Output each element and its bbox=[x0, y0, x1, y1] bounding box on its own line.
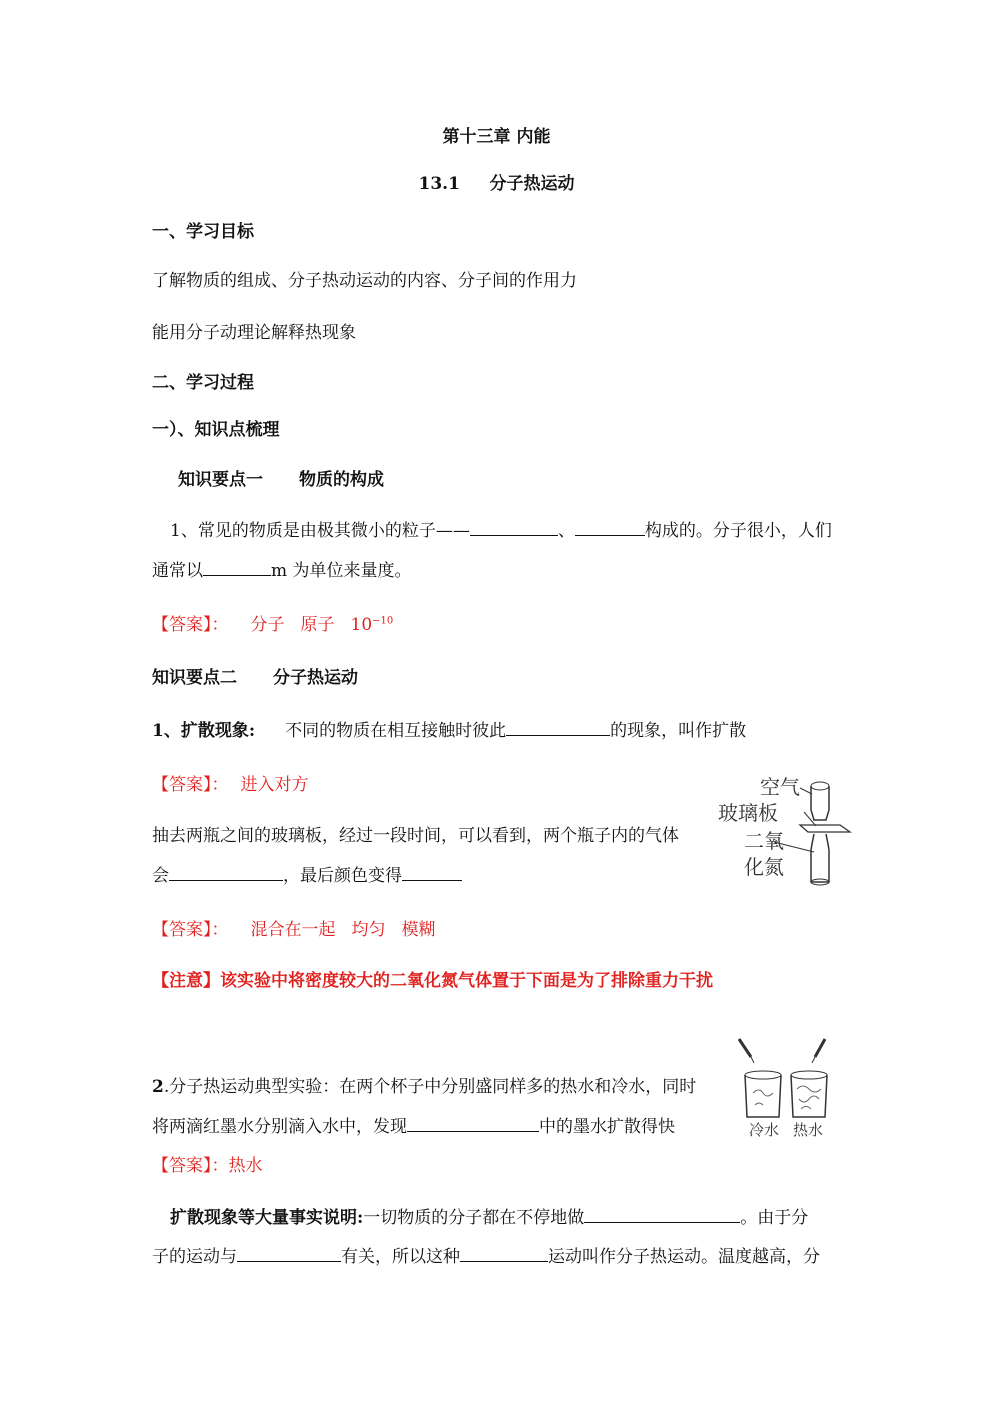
note: 【注意】该实验中将密度较大的二氧化氮气体置于下面是为了排除重力干扰 bbox=[152, 971, 713, 991]
section-number: 13.1 bbox=[418, 174, 460, 194]
chapter-title: 第十三章 内能 bbox=[442, 127, 551, 147]
answer-2-text: 进入对方 bbox=[240, 775, 309, 795]
q1-text-a: 1、常见的物质是由极其微小的粒子—— bbox=[170, 521, 470, 541]
dropper-right-icon bbox=[812, 1039, 825, 1063]
cold-water-cup-icon bbox=[745, 1071, 781, 1117]
goal-1: 了解物质的组成、分子热动运动的内容、分子间的作用力 bbox=[152, 271, 577, 291]
label-air: 空气 bbox=[760, 775, 800, 799]
ink-cups-figure bbox=[735, 1035, 845, 1140]
conclusion-blank-1[interactable] bbox=[584, 1204, 740, 1223]
conclusion-line-2 bbox=[152, 1242, 820, 1267]
bottle-blank-1[interactable] bbox=[169, 862, 283, 881]
answer-1-b: 原子 bbox=[300, 615, 335, 635]
goal-2: 能用分子动理论解释热现象 bbox=[152, 323, 356, 343]
q1-text-d: 通常以 bbox=[152, 561, 203, 581]
diffusion-text-a: 不同的物质在相互接触时彼此 bbox=[285, 721, 507, 741]
label-cold-water: 冷水 bbox=[749, 1121, 780, 1139]
answer-3-b: 均匀 bbox=[351, 920, 386, 940]
bottle-text-c: ，最后颜色变得 bbox=[283, 866, 402, 886]
conclusion-text-e: 运动叫作分子热运动。温度越高，分 bbox=[548, 1247, 820, 1267]
leader-line bbox=[800, 788, 812, 794]
q1-text-c: 构成的。分子很小，人们 bbox=[644, 521, 832, 541]
label-no2-2: 化氮 bbox=[744, 855, 784, 879]
answer-1-exponent: −10 bbox=[372, 615, 394, 627]
diffusion-label: 1、扩散现象: bbox=[152, 721, 256, 741]
kp2-title: 分子热运动 bbox=[273, 668, 358, 688]
experiment-2-text-c: 中的墨水扩散得快 bbox=[539, 1117, 675, 1137]
lower-bottle-icon bbox=[811, 834, 829, 885]
conclusion-text-a: 一切物质的分子都在不停地做 bbox=[363, 1208, 585, 1228]
answer-1-base: 10 bbox=[350, 615, 373, 635]
experiment-2-number: 2 bbox=[152, 1077, 164, 1097]
label-hot-water: 热水 bbox=[793, 1121, 824, 1139]
kp2-label: 知识要点二 bbox=[152, 668, 237, 688]
q1-blank-3[interactable] bbox=[203, 557, 271, 576]
label-glass-plate: 玻璃板 bbox=[718, 801, 778, 825]
q1-blank-2[interactable] bbox=[575, 517, 645, 536]
label-no2-1: 二氧 bbox=[744, 829, 784, 853]
conclusion-blank-3[interactable] bbox=[460, 1243, 548, 1262]
q1-text-e: m 为单位来量度。 bbox=[271, 561, 412, 581]
answer-label: 【答案】： bbox=[152, 615, 229, 635]
experiment-2-blank[interactable] bbox=[407, 1113, 539, 1132]
bottle-blank-2[interactable] bbox=[402, 862, 462, 881]
answer-2 bbox=[152, 770, 309, 795]
answer-3-c: 模糊 bbox=[401, 920, 436, 940]
experiment-2-text-b: 将两滴红墨水分别滴入水中，发现 bbox=[152, 1117, 407, 1137]
experiment-2-line-2 bbox=[152, 1112, 675, 1137]
answer-label: 【答案】： bbox=[152, 775, 229, 795]
upper-bottle-icon bbox=[811, 782, 829, 820]
conclusion-text-b: 。由于分 bbox=[740, 1208, 809, 1228]
conclusion-text-d: 有关，所以这种 bbox=[341, 1247, 460, 1267]
heading-learning-goals: 一、学习目标 bbox=[152, 222, 254, 242]
experiment-2-text-a: .分子热运动典型实验：在两个杯子中分别盛同样多的热水和冷水，同时 bbox=[163, 1077, 697, 1097]
diffusion-bottle-figure bbox=[712, 770, 852, 890]
experiment-2-line-1 bbox=[152, 1072, 696, 1097]
question-1-line-1 bbox=[170, 516, 832, 541]
q1-blank-1[interactable] bbox=[470, 517, 558, 536]
heading-learning-process: 二、学习过程 bbox=[152, 373, 254, 393]
answer-3 bbox=[152, 915, 436, 940]
q1-text-b: 、 bbox=[557, 521, 575, 541]
kp1-label: 知识要点一 bbox=[178, 470, 263, 490]
answer-4-text: 热水 bbox=[228, 1156, 263, 1176]
hot-water-cup-icon bbox=[791, 1071, 827, 1117]
dropper-left-icon bbox=[739, 1039, 754, 1063]
answer-4 bbox=[152, 1151, 263, 1176]
answer-3-a: 混合在一起 bbox=[250, 920, 336, 940]
answer-1-a: 分子 bbox=[250, 615, 285, 635]
bottle-text-line-1: 抽去两瓶之间的玻璃板，经过一段时间，可以看到，两个瓶子内的气体 bbox=[152, 826, 679, 846]
knowledge-point-1 bbox=[178, 465, 384, 490]
conclusion-text-c: 子的运动与 bbox=[152, 1247, 237, 1267]
diffusion-blank[interactable] bbox=[506, 717, 610, 736]
bottle-text-line-2 bbox=[152, 861, 462, 886]
heading-knowledge-review: 一）、知识点梳理 bbox=[152, 420, 280, 440]
section-name: 分子热运动 bbox=[489, 174, 575, 194]
answer-1 bbox=[152, 610, 393, 635]
question-1-line-2 bbox=[152, 556, 412, 581]
answer-label: 【答案】： bbox=[152, 920, 229, 940]
conclusion-lead: 扩散现象等大量事实说明: bbox=[170, 1208, 364, 1228]
kp1-title: 物质的构成 bbox=[299, 470, 384, 490]
section-title bbox=[0, 169, 993, 194]
knowledge-point-2 bbox=[152, 663, 358, 688]
answer-label: 【答案】： bbox=[152, 1156, 229, 1176]
glass-plate-icon bbox=[800, 825, 850, 832]
diffusion-text-b: 的现象，叫作扩散 bbox=[610, 721, 747, 741]
bottle-text-b: 会 bbox=[152, 866, 169, 886]
diffusion-definition bbox=[152, 716, 746, 741]
conclusion-line-1 bbox=[170, 1203, 808, 1228]
conclusion-blank-2[interactable] bbox=[237, 1243, 341, 1262]
